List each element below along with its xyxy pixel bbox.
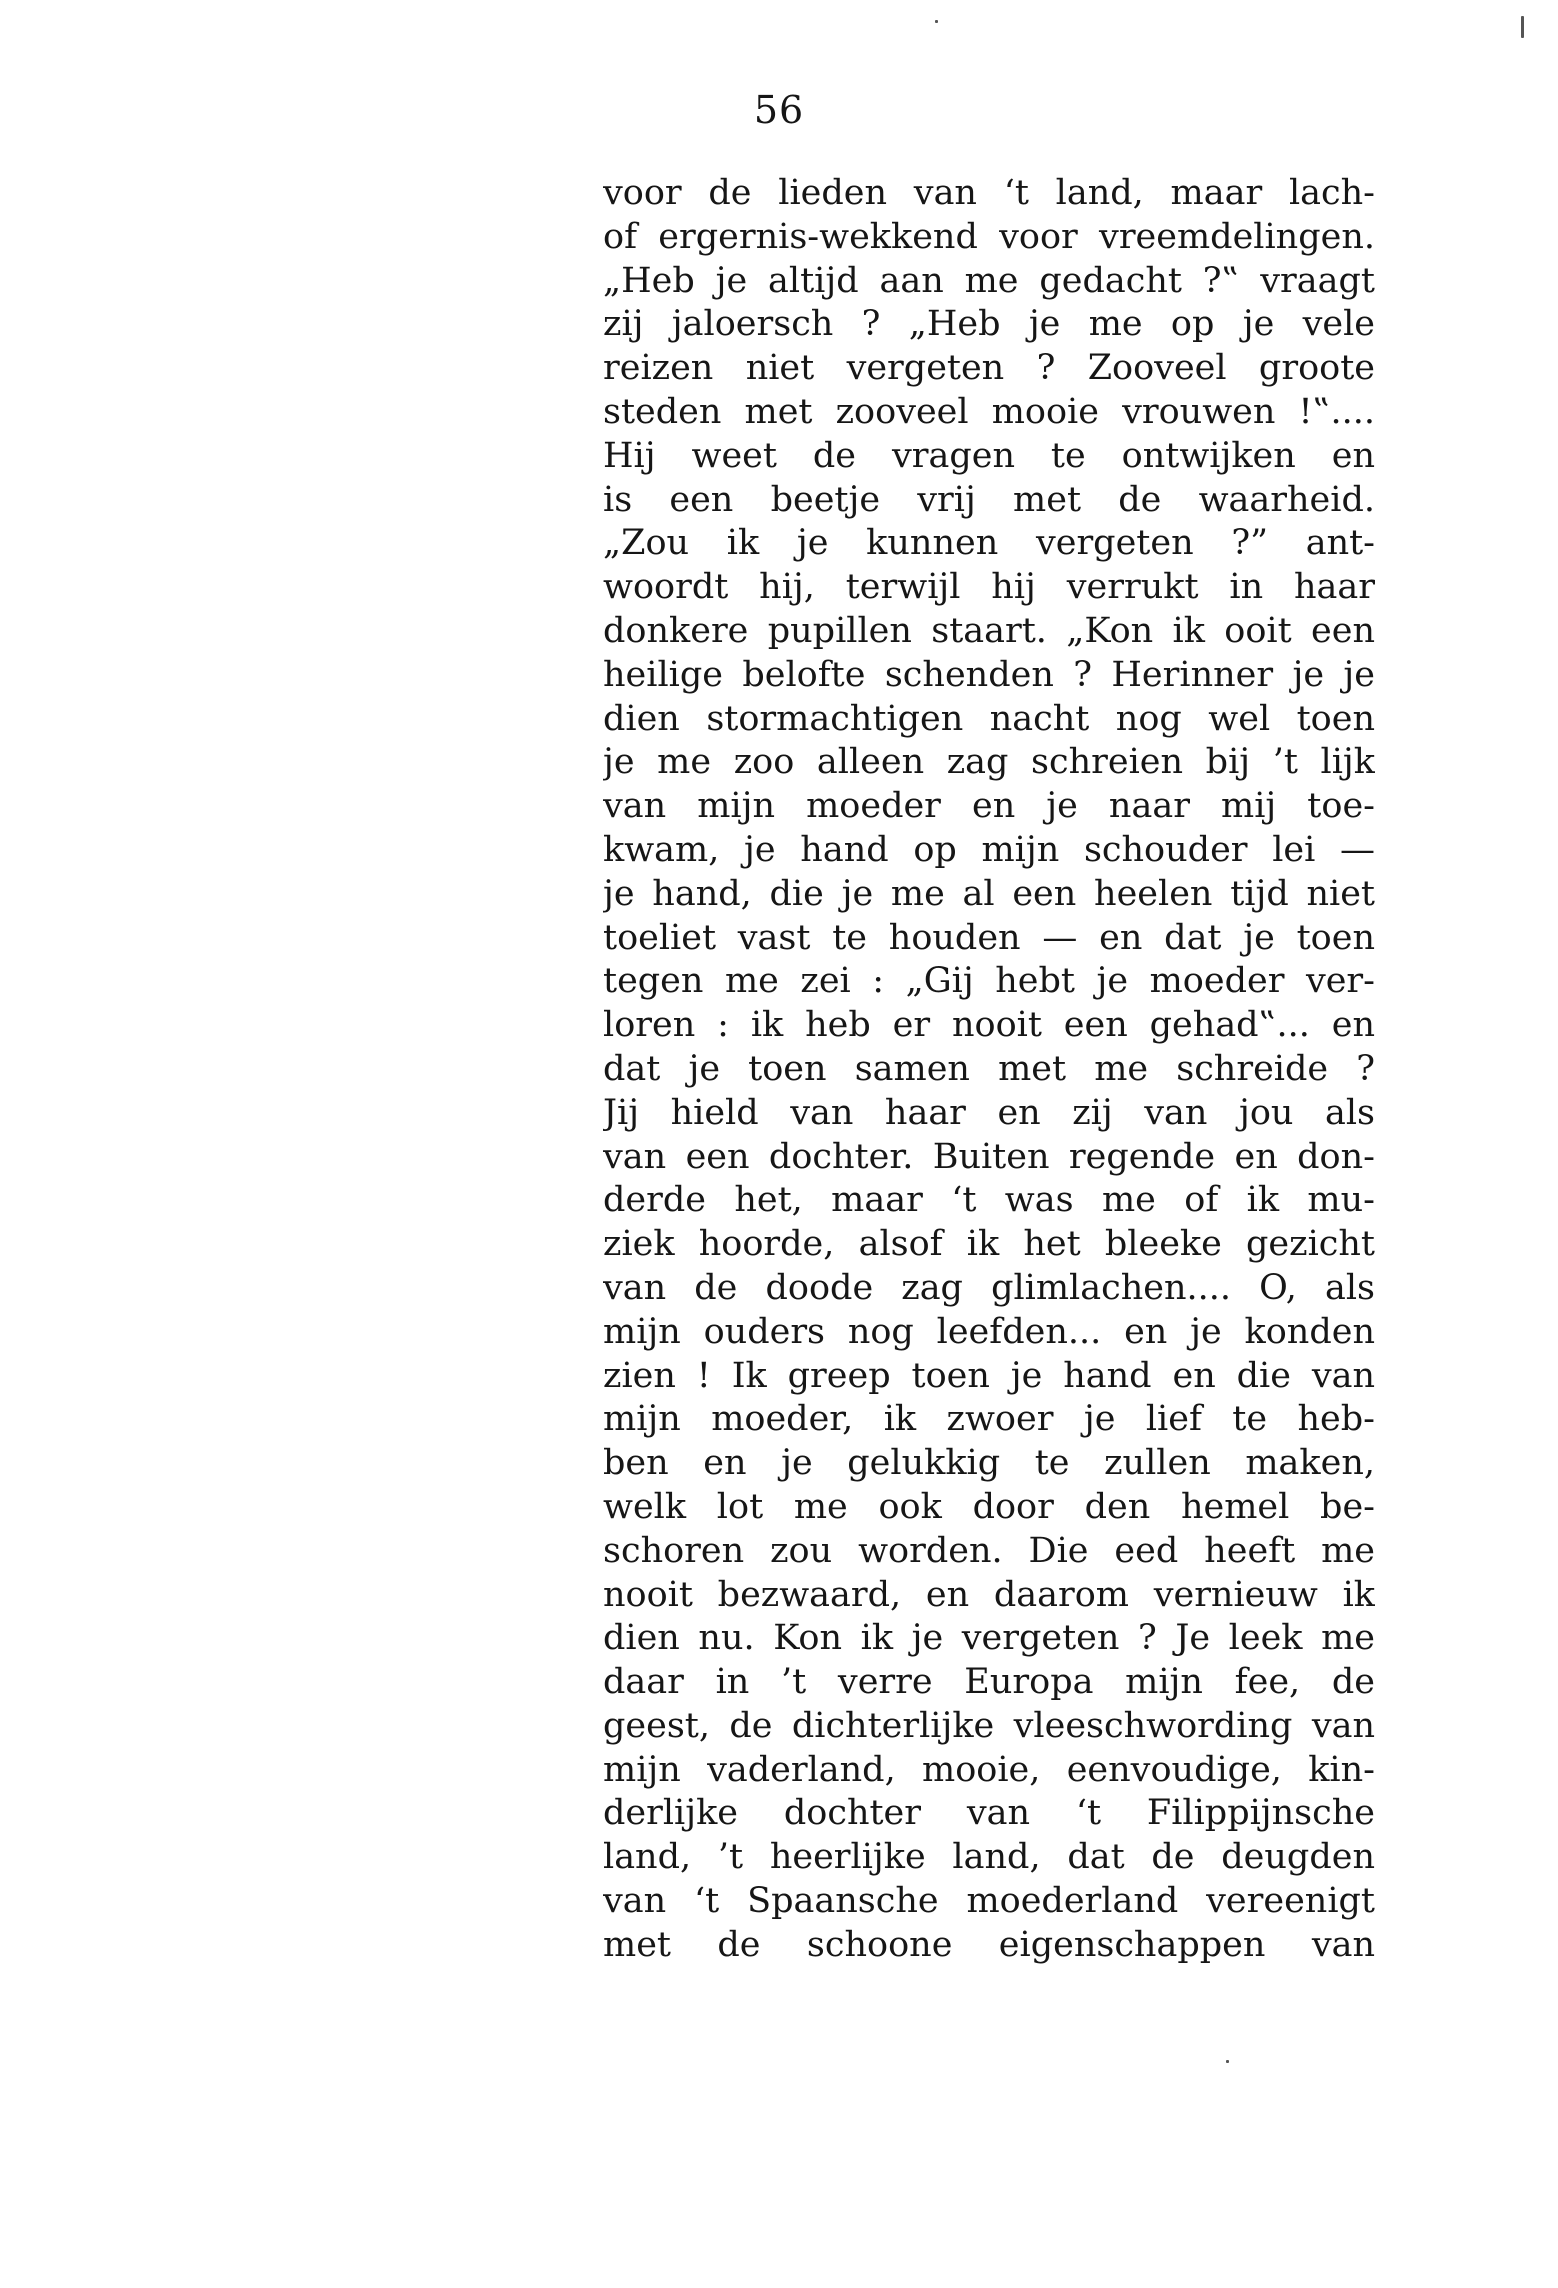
text-line: je hand, die je me al een heelen tijd niet [603,873,1375,914]
text-line: loren : ik heb er nooit een gehad‟... en [603,1005,1375,1046]
text-line: ziek hoorde, alsof ik het bleeke gezicht [603,1224,1375,1265]
text-line: zien ! Ik greep toen je hand en die van [603,1355,1375,1396]
text-line: mijn ouders nog leefden... en je konden [603,1311,1375,1352]
text-line: voor de lieden van ‘t land, maar lach- [603,173,1375,213]
text-line: Hij weet de vragen te ontwijken en [603,435,1375,476]
scan-speck [1226,2060,1229,2063]
text-line: kwam, je hand op mijn schouder lei — [603,829,1375,870]
text-line: je me zoo alleen zag schreien bij ’t lijk [603,742,1375,783]
text-line: van ‘t Spaansche moederland vereenigt [603,1881,1375,1922]
text-line: Jij hield van haar en zij van jou als [603,1092,1375,1133]
text-line: tegen me zei : „Gij hebt je moeder ver- [603,961,1375,1002]
text-line: schoren zou worden. Die eed heeft me [603,1530,1375,1571]
text-line: mijn vaderland, mooie, eenvoudige, kin- [603,1749,1375,1790]
text-line: welk lot me ook door den hemel be- [603,1486,1375,1527]
scan-speck [935,20,938,23]
text-line: dien nu. Kon ik je vergeten ? Je leek me [603,1618,1375,1659]
text-line: zij jaloersch ? „Heb je me op je vele [603,304,1375,345]
text-line: derde het, maar ‘t was me of ik mu- [603,1180,1375,1221]
text-line: „Zou ik je kunnen vergeten ?” ant- [603,523,1375,564]
body-text [603,172,1375,1968]
text-line: mijn moeder, ik zwoer je lief te heb- [603,1399,1375,1440]
text-line: heilige belofte schenden ? Herinner je je [603,654,1375,695]
text-line: geest, de dichterlijke vleeschwording van [603,1705,1375,1746]
text-line: of ergernis-wekkend voor vreemdelingen. [603,216,1375,257]
text-line: steden met zooveel mooie vrouwen !‟.... [603,391,1375,432]
text-line: land, ’t heerlijke land, dat de deugden [603,1837,1375,1878]
text-line: reizen niet vergeten ? Zooveel groote [603,348,1375,389]
text-line: nooit bezwaard, en daarom vernieuw ik [603,1574,1375,1615]
text-line: donkere pupillen staart. „Kon ik ooit een [603,610,1375,651]
text-line: derlijke dochter van ‘t Filippijnsche [603,1793,1375,1834]
page-number: 56 [753,88,805,132]
text-line: van een dochter. Buiten regende en don- [603,1136,1375,1177]
text-line: daar in ’t verre Europa mijn fee, de [603,1662,1375,1703]
text-line: van mijn moeder en je naar mij toe- [603,786,1375,827]
text-line: dat je toen samen met me schreide ? [603,1048,1375,1089]
text-line: van de doode zag glimlachen.... O, als [603,1267,1375,1308]
text-line: woordt hij, terwijl hij verrukt in haar [603,567,1375,608]
text-line: met de schoone eigenschappen van [603,1924,1375,1965]
text-line: toeliet vast te houden — en dat je toen [603,917,1375,958]
text-line: dien stormachtigen nacht nog wel toen [603,698,1375,739]
scan-speck [1521,16,1524,38]
text-line: ben en je gelukkig te zullen maken, [603,1443,1375,1484]
text-line: is een beetje vrij met de waarheid. [603,479,1375,520]
text-line: „Heb je altijd aan me gedacht ?‟ vraagt [603,260,1375,301]
